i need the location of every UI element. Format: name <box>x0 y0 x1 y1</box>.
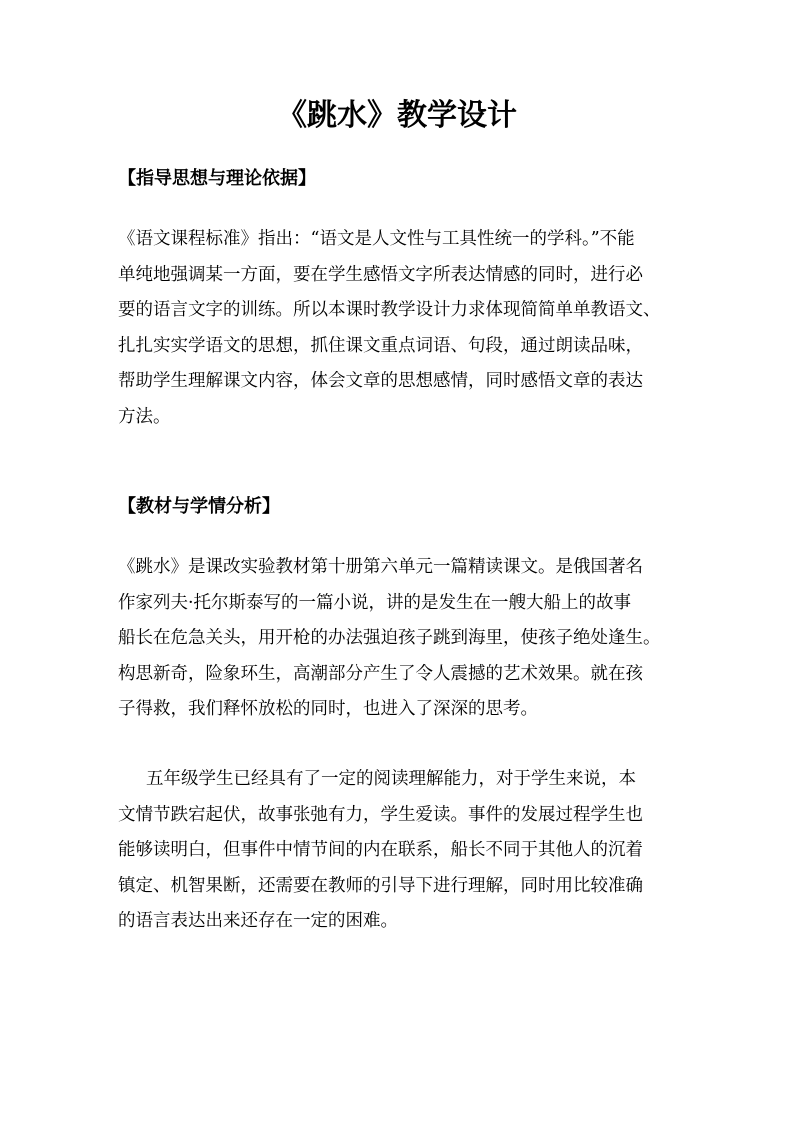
paragraph-line: 《语文课程标准》指出：“语文是人文性与工具性统一的学科。”不能 <box>118 229 635 249</box>
section-heading-guiding-ideas: 【指导思想与理论依据】 <box>118 168 316 189</box>
paragraph-line: 镇定、机智果断，还需要在教师的引导下进行理解，同时用比较准确 <box>118 875 643 896</box>
paragraph-line: 五年级学生已经具有了一定的阅读理解能力，对于学生来说，本 <box>146 769 636 789</box>
paragraph-line: 帮助学生理解课文内容，体会文章的思想感情，同时感悟文章的表达 <box>118 371 643 392</box>
document-title: 《跳水》教学设计 <box>277 98 517 133</box>
section-heading-material-analysis: 【教材与学情分析】 <box>118 496 280 517</box>
paragraph-line: 方法。 <box>118 406 171 427</box>
paragraph-line: 船长在危急关头，用开枪的办法强迫孩子跳到海里，使孩子绝处逢生。 <box>118 628 661 649</box>
paragraph-line: 扎扎实实学语文的思想，抓住课文重点词语、句段，通过朗读品味， <box>118 335 643 356</box>
paragraph-line: 子得救，我们释怀放松的同时，也进入了深深的思考。 <box>118 699 538 720</box>
paragraph-line: 《跳水》是课改实验教材第十册第六单元一篇精读课文。是俄国著名 <box>118 557 643 577</box>
paragraph-line: 构思新奇，险象环生，高潮部分产生了令人震撼的艺术效果。就在孩 <box>118 663 643 684</box>
paragraph-student-analysis <box>118 762 698 940</box>
paragraph-line: 作家列夫·托尔斯泰写的一篇小说，讲的是发生在一艘大船上的故事 <box>118 592 632 613</box>
paragraph-material-analysis <box>118 550 698 728</box>
paragraph-line: 的语言表达出来还存在一定的困难。 <box>118 911 398 932</box>
paragraph-line: 文情节跌宕起伏，故事张弛有力，学生爱读。事件的发展过程学生也 <box>118 804 643 825</box>
paragraph-line: 单纯地强调某一方面，要在学生感悟文字所表达情感的同时，进行必 <box>118 264 643 285</box>
paragraph-line: 能够读明白，但事件中情节间的内在联系，船长不同于其他人的沉着 <box>118 840 643 861</box>
paragraph-line: 要的语言文字的训练。所以本课时教学设计力求体现简简单单教语文、 <box>118 300 661 321</box>
paragraph-guiding-ideas <box>118 222 698 436</box>
